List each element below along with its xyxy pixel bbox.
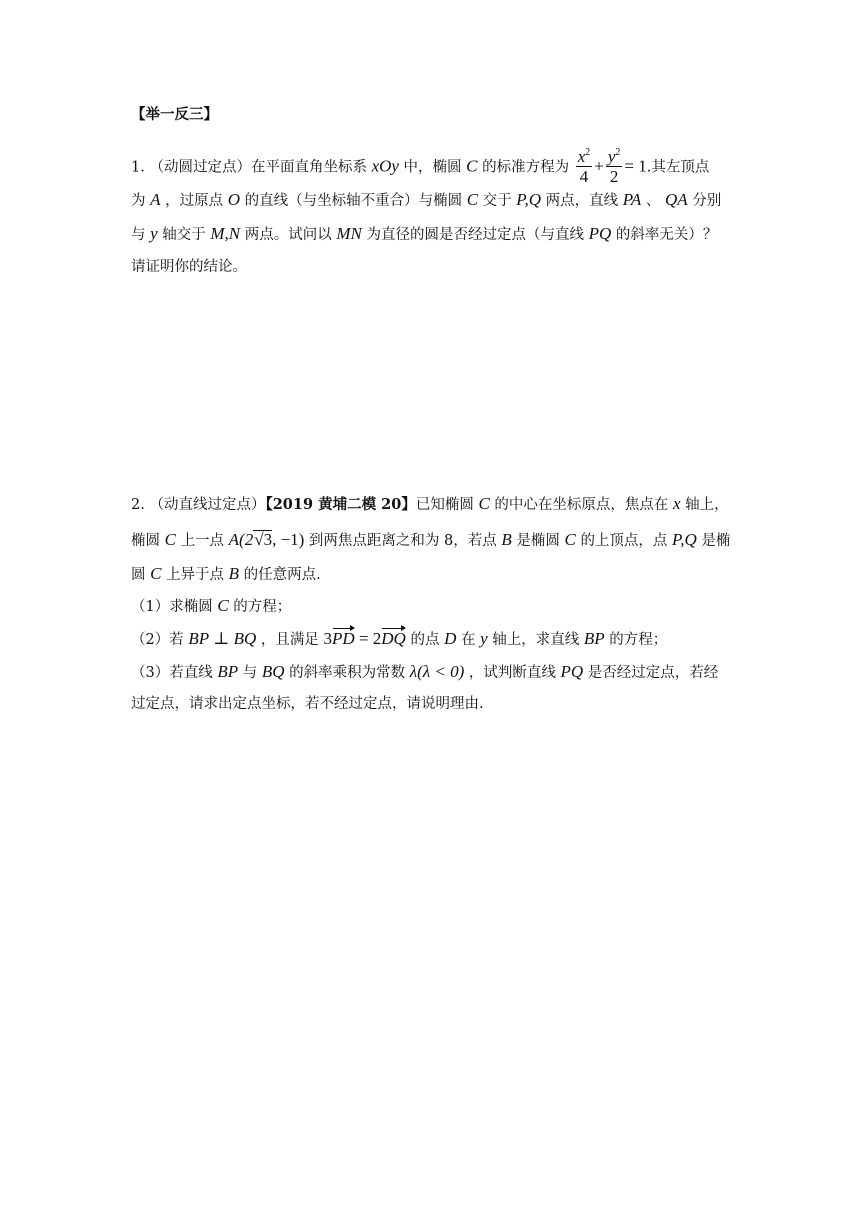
math-pa: PA [622,190,642,209]
problem2-line2 [131,528,730,553]
problem2-q1 [131,594,291,619]
math-bp: BP [188,629,210,648]
problem2-tag: （动直线过定点） [149,497,266,513]
problem2-line1 [131,492,729,517]
text: 中，椭圆 [403,159,462,176]
text: 分别 [692,193,722,209]
text: 与 [242,665,258,681]
math-c: C [478,494,490,513]
math-b: B [501,530,512,549]
math-c: C [466,190,479,209]
text: 轴上，求直线 [492,632,580,648]
text: 的标准方程为 [482,159,570,176]
math-point-a: A(2 [228,530,254,549]
math-pq: PQ [588,224,612,243]
sqrt-sign: √ [254,530,264,549]
math-c: C [164,530,176,549]
text: 的斜率无关）？ [615,227,718,243]
frac-den: 2 [609,167,619,186]
problem2-q3-cont: 过定点，请求出定点坐标，若不经过定点，请说明理由. [131,696,484,712]
text: 是否经过定点，若经 [587,665,719,681]
text: 轴交于 [162,227,206,243]
math-a: A [150,190,161,209]
text: ，试判断直线 [468,665,556,681]
text: 在 [460,632,476,648]
math-point-a-tail: , −1) [272,530,305,549]
math-c: C [150,564,162,583]
math-bq: BQ [261,662,285,681]
frac-den: 4 [579,167,589,186]
text: 的上顶点，点 [580,533,668,549]
text: 到两焦点距离之和为 8，若点 [308,533,497,549]
math-lambda: λ(λ < 0) [409,662,465,681]
text: （1）求椭圆 [131,599,213,615]
math-pq: PQ [560,662,584,681]
math-mn: MN [336,224,362,243]
math-pq: P,Q [516,190,542,209]
fraction-y2-over-2: $\frac{y^2}{2}$ [606,144,623,187]
math-pq: P,Q [672,530,697,549]
problem1-line3 [131,222,717,247]
text: ，过原点 [165,193,224,209]
math-c: C [564,530,576,549]
math-c: C [466,156,478,176]
math-xoy: xOy [371,156,399,176]
fraction-x2-over-4: $\frac{x^2}{4}$ [576,144,593,187]
text: （3）若直线 [131,665,213,681]
frac-num: y [607,147,616,166]
text: 是椭 [701,533,731,549]
problem2-q2 [131,627,667,652]
math-m-n: M,N [210,224,241,243]
math-bp: BP [217,662,239,681]
math-bq: BQ [233,629,257,648]
math-b: B [228,564,240,583]
sqrt-radicand: 3 [263,530,273,549]
sqrt-3 [253,530,272,549]
text: 的直线（与坐标轴不重合）与椭圆 [244,193,463,209]
text: 在平面直角坐标系 [250,159,367,176]
text: 的中心在坐标原点，焦点在 [494,497,669,513]
text: 是椭圆 [516,533,560,549]
text: 的点 [410,632,440,648]
vector-dq: DQ [381,627,406,651]
equation-rhs: = 1 [624,156,647,176]
math-o: O [227,190,240,209]
equals-2: = 2 [354,629,382,648]
math-y: y [480,629,488,648]
text: ，且满足 [260,632,319,648]
text: 两点，直线 [545,193,619,209]
text: 的斜率乘积为常数 [289,665,406,681]
text: 上一点 [180,533,225,549]
text: 、 [645,193,661,209]
text: 交于 [482,193,512,209]
section-heading: 【举一反三】 [131,106,218,123]
math-y: y [150,224,158,243]
text: 椭圆 [131,533,160,549]
text: 的方程； [233,599,292,615]
text: 两点。试问以 [244,227,332,243]
problem1-tag: （动圆过定点） [149,159,251,176]
math-bp: BP [583,629,605,648]
text: 与 [131,227,146,243]
vector-pd: PD [332,627,355,651]
text: 圆 [131,567,146,583]
perp-sign: ⊥ [209,629,234,648]
problem1-line1 [131,146,709,189]
math-x: x [673,494,681,513]
problem1-line4: 请证明你的结论。 [131,259,247,275]
math-d: D [444,629,457,648]
plus-sign: + [594,156,604,176]
problem1-line2 [131,188,721,213]
text: 已知椭圆 [415,497,474,513]
text: 的方程； [609,632,668,648]
math-qa: QA [665,190,688,209]
text: 为 [131,193,146,209]
text: （2）若 [131,632,184,648]
frac-num: x [577,147,586,166]
text: 上异于点 [166,567,225,583]
problem1-number: 1. [131,159,145,176]
text: 的任意两点. [243,567,321,583]
text: 为直径的圆是否经过定点（与直线 [366,227,584,243]
problem2-number: 2. [131,497,145,513]
text: 轴上， [685,497,729,513]
coefficient-3: 3 [323,629,333,648]
problem2-source: 【2019 黄埔二模 20】 [265,496,416,513]
problem2-q3 [131,660,718,685]
text: .其左顶点 [646,159,710,176]
problem2-line3 [131,562,321,587]
math-c: C [217,596,229,615]
